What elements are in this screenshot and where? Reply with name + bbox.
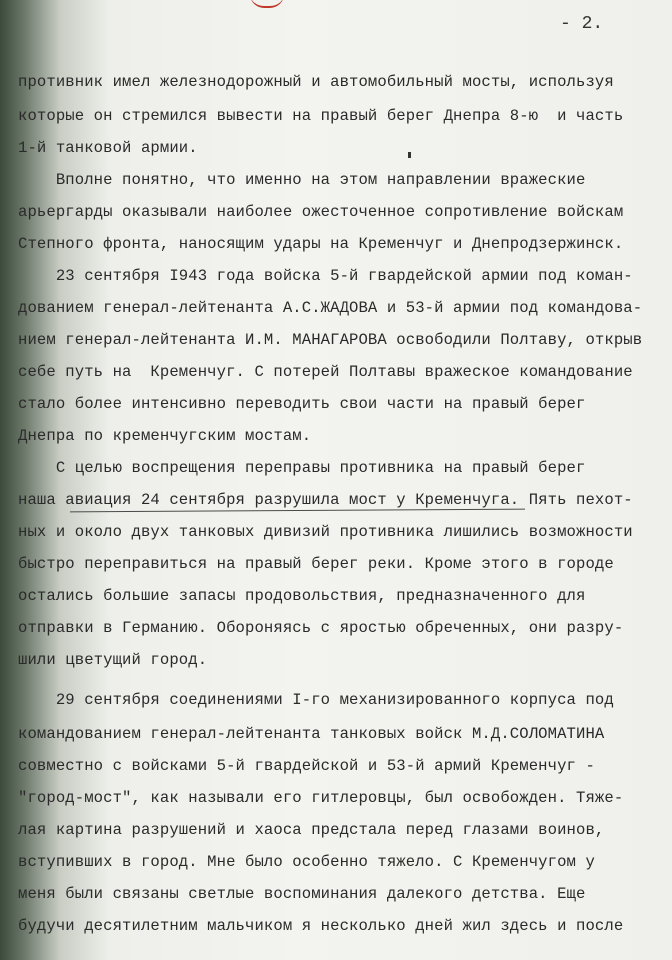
text-line: наша авиация 24 сентября разрушила мост у Кременчуга. Пять пехот- — [18, 491, 633, 509]
text-line: противник имел железнодорожный и автомобильный мосты, используя — [18, 73, 614, 91]
text-line: которые он стремился вывести на правый берег Днепра 8-ю и часть — [18, 107, 624, 125]
text-line: совместно с войсками 5-й гвардейской и 53-й армий Кременчуг - — [18, 757, 595, 775]
text-line: остались большие запасы продовольствия, предназначенного для — [18, 587, 586, 605]
text-line: ных и около двух танковых дивизий противника лишились возможности — [18, 523, 633, 541]
text-line: отправки в Германию. Обороняясь с яростью обреченных, они разру- — [18, 619, 624, 637]
text-line: вступивших в город. Мне было особенно тяжело. С Кременчугом у — [18, 853, 595, 871]
text-line: 23 сентября I943 года войска 5-й гвардейской армии под коман- — [18, 267, 633, 285]
text-line: арьергарды оказывали наиболее ожесточенное сопротивление войскам — [18, 203, 624, 221]
text-line: С целью воспрещения переправы противника на правый берег — [18, 459, 586, 477]
ink-tick-mark — [408, 152, 411, 158]
text-line: "город-мост", как называли его гитлеровцы, был освобожден. Тяже- — [18, 789, 624, 807]
red-ink-mark — [250, 0, 284, 8]
text-line: лая картина разрушений и хаоса предстала перед глазами воинов, — [18, 821, 605, 839]
text-line: 1-й танковой армии. — [18, 139, 198, 157]
text-line: нием генерал-лейтенанта И.М. МАНАГАРОВА освободили Полтаву, открыв — [18, 331, 643, 349]
text-line: дованием генерал-лейтенанта А.С.ЖАДОВА и 53-й армии под командова- — [18, 299, 643, 317]
text-line: Вполне понятно, что именно на этом направлении вражеские — [18, 171, 586, 189]
text-line: 29 сентября соединениями I-го механизированного корпуса под — [18, 691, 614, 709]
text-line: Днепра по кременчугским мостам. — [18, 427, 312, 445]
text-line: быстро переправиться на правый берег реки. Кроме этого в городе — [18, 555, 614, 573]
text-line: стало более интенсивно переводить свои части на правый берег — [18, 395, 586, 413]
text-line: меня были связаны светлые воспоминания далекого детства. Еще — [18, 885, 586, 903]
text-line: Степного фронта, наносящим удары на Кременчуг и Днепродзержинск. — [18, 235, 624, 253]
text-line: себе путь на Кременчуг. С потерей Полтавы вражеское командование — [18, 363, 633, 381]
text-line: будучи десятилетним мальчиком я несколько дней жил здесь и после — [18, 917, 624, 935]
text-line: шили цветущий город. — [18, 651, 208, 669]
page-number: - 2. — [560, 14, 604, 34]
text-line: командованием генерал-лейтенанта танковых войск М.Д.СОЛОМАТИНА — [18, 725, 605, 743]
